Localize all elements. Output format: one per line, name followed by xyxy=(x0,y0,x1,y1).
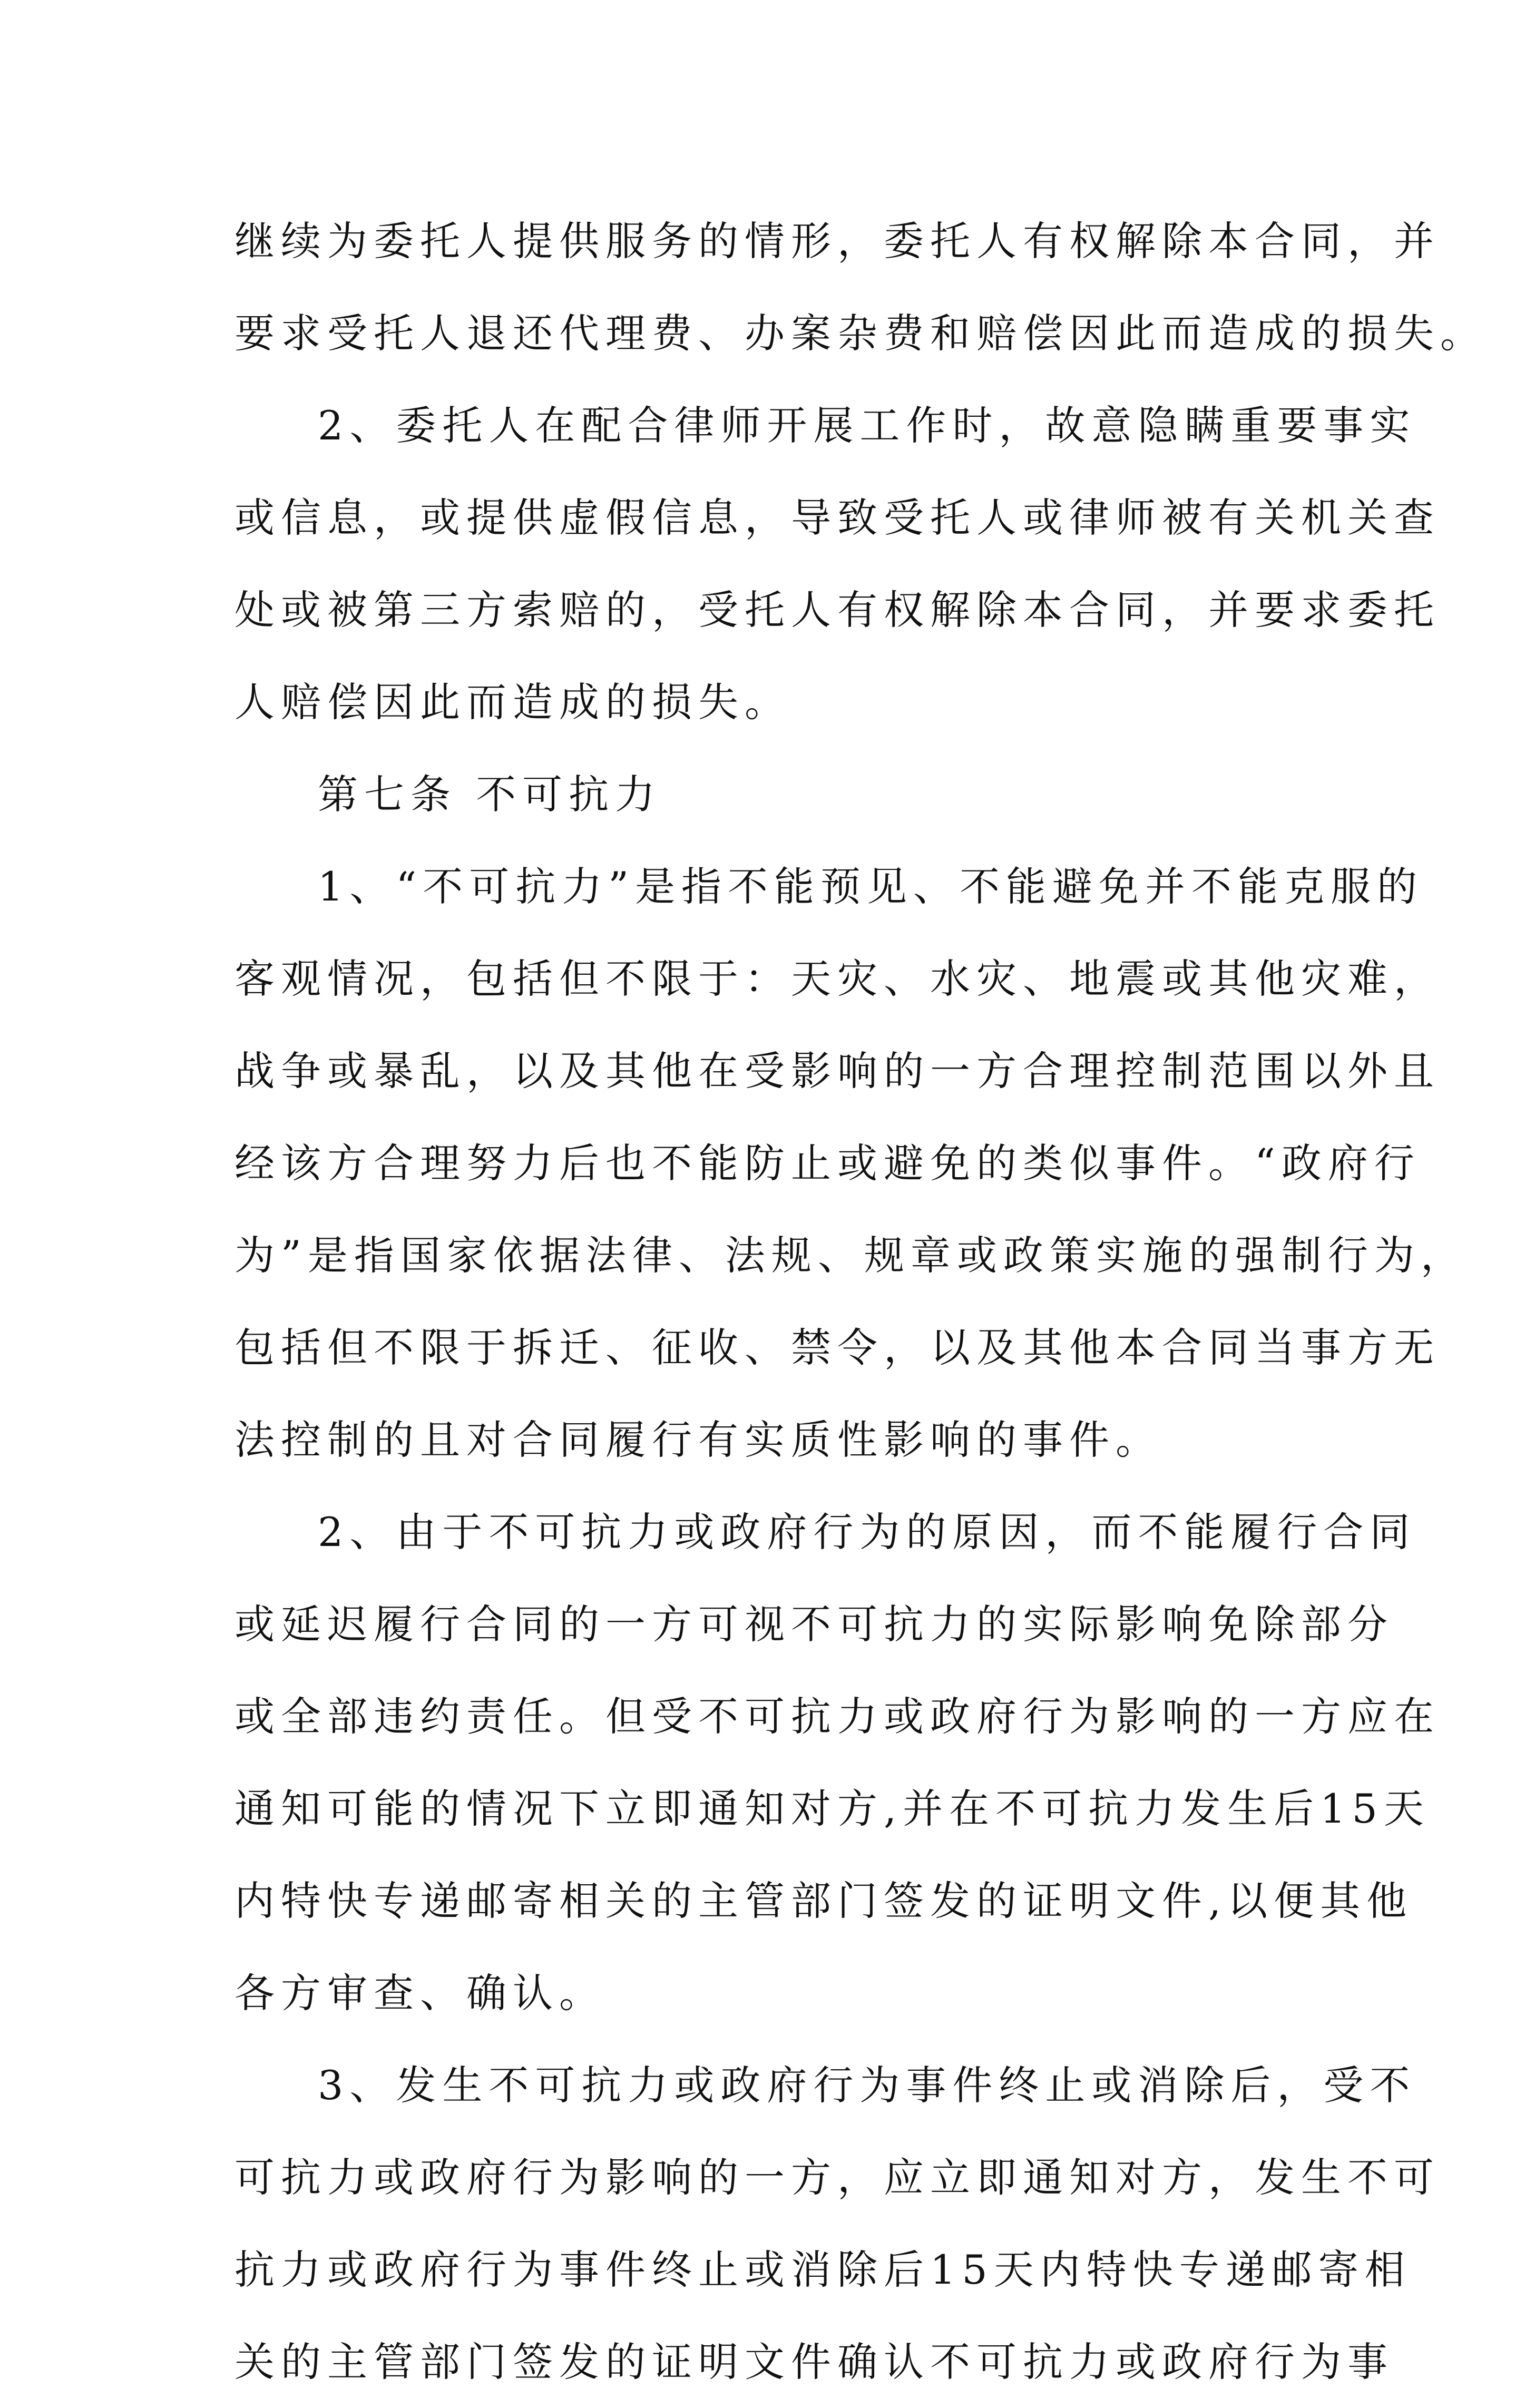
text-line: 处或被第三方索赔的，受托人有权解除本合同，并要求委托 xyxy=(234,586,1440,633)
text-line: 2、由于不可抗力或政府行为的原因，而不能履行合同 xyxy=(318,1509,1416,1555)
text-line: 人赔偿因此而造成的损失。 xyxy=(234,679,791,726)
text-line: 通知可能的情况下立即通知对方,并在不可抗力发生后15天 xyxy=(234,1785,1430,1832)
section-heading: 第七条 不可抗力 xyxy=(318,771,662,818)
text-line: 1、“不可抗力”是指不能预见、不能避免并不能克服的 xyxy=(318,863,1424,910)
text-line: 或延迟履行合同的一方可视不可抗力的实际影响免除部分 xyxy=(234,1601,1394,1648)
text-line: 要求受托人退还代理费、办案杂费和赔偿因此而造成的损失。 xyxy=(234,310,1487,357)
text-line: 抗力或政府行为事件终止或消除后15天内特快专递邮寄相 xyxy=(234,2246,1411,2293)
text-line: 经该方合理努力后也不能防止或避免的类似事件。“政府行 xyxy=(234,1140,1421,1187)
text-line: 战争或暴乱，以及其他在受影响的一方合理控制范围以外且 xyxy=(234,1048,1440,1094)
text-line: 3、发生不可抗力或政府行为事件终止或消除后，受不 xyxy=(318,2062,1416,2109)
text-line: 包括但不限于拆迁、征收、禁令，以及其他本合同当事方无 xyxy=(234,1324,1440,1371)
text-line: 各方审查、确认。 xyxy=(234,1970,605,2017)
text-line: 内特快专递邮寄相关的主管部门签发的证明文件,以便其他 xyxy=(234,1877,1413,1924)
text-line: 或全部违约责任。但受不可抗力或政府行为影响的一方应在 xyxy=(234,1693,1440,1740)
text-line: 客观情况，包括但不限于：天灾、水灾、地震或其他灾难， xyxy=(234,955,1440,1002)
text-line: 关的主管部门签发的证明文件确认不可抗力或政府行为事 xyxy=(234,2338,1394,2385)
text-line: 为”是指国家依据法律、法规、规章或政策实施的强制行为， xyxy=(234,1232,1467,1279)
text-line: 可抗力或政府行为影响的一方，应立即通知对方，发生不可 xyxy=(234,2154,1440,2201)
text-line: 法控制的且对合同履行有实质性影响的事件。 xyxy=(234,1416,1162,1463)
text-line: 继续为委托人提供服务的情形，委托人有权解除本合同，并 xyxy=(234,218,1440,265)
contract-text xyxy=(234,195,1487,2408)
text-line: 或信息，或提供虚假信息，导致受托人或律师被有关机关查 xyxy=(234,494,1440,541)
text-line: 2、委托人在配合律师开展工作时，故意隐瞒重要事实 xyxy=(318,402,1416,449)
